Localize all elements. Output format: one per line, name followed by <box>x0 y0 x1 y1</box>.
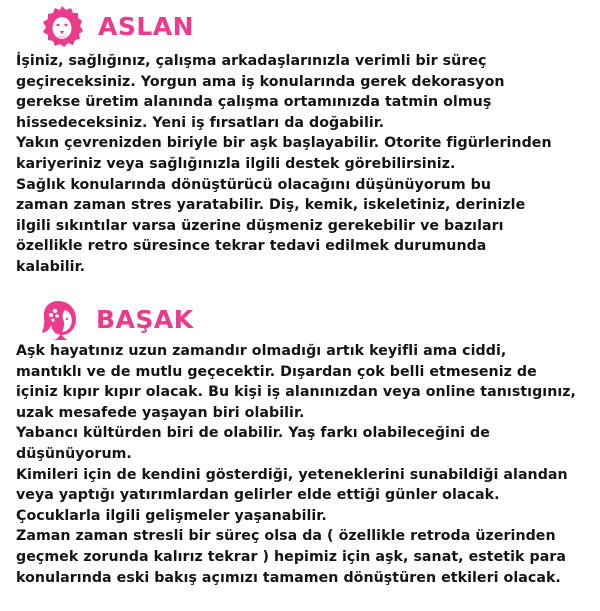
text-line: uzak mesafede yaşayan biri olabilir. <box>16 404 305 421</box>
basak-paragraph <box>16 341 592 588</box>
text-line: kalabilir. <box>16 258 86 275</box>
text-line: kariyeriniz veya sağlığınızla ilgili destek görebilirsiniz. <box>16 155 456 172</box>
text-line: İşiniz, sağlığınız, çalışma arkadaşlarınızla verimli bir süreç <box>16 53 487 69</box>
section-title-aslan: ASLAN <box>98 11 195 41</box>
text-line: Zaman zaman stresli bir süreç olsa da ( özellikle retroda üzerinden <box>16 528 556 545</box>
text-line: düşünüyorum. <box>16 445 132 462</box>
basak-header <box>38 297 194 341</box>
text-line: gerekse üretim alanında çalışma ortamınızda tatmin olmuş <box>16 94 492 111</box>
text-line: Yakın çevrenizden biriyle bir aşk başlayabilir. Otorite figürlerinden <box>16 135 552 152</box>
text-line: özellikle retro süresince tekrar tedavi edilmek durumunda <box>16 238 487 255</box>
section-title-basak: BAŞAK <box>96 304 194 334</box>
lion-head-icon <box>40 4 84 48</box>
virgo-maiden-icon <box>38 297 82 341</box>
text-line: ilgili sıkıntılar varsa üzerine düşmeniz gerekebilir ve bazıları <box>16 217 504 234</box>
text-line: Kimileri için de kendini gösterdiği, yeteneklerini sunabildiği alandan <box>16 466 568 483</box>
aslan-paragraph <box>16 51 592 278</box>
aslan-header <box>40 4 194 48</box>
text-line: Yabancı kültürden biri de olabilir. Yaş farkı olabileceğini de <box>16 425 490 442</box>
text-line: konularında eski bakış açımızı tamamen dönüştüren etkileri olacak. <box>16 569 561 586</box>
text-line: Sağlık konularında dönüştürücü olacağını düşünüyorum bu <box>16 176 492 193</box>
text-line: hissedeceksiniz. Yeni iş fırsatları da doğabilir. <box>16 114 385 131</box>
text-line: mantıklı ve de mutlu geçecektir. Dışardan çok belli etmeseniz de <box>16 363 537 380</box>
text-line: içiniz kıpır kıpır olacak. Bu kişi iş alanınızdan veya online tanıstıgınız, <box>16 384 576 401</box>
text-line: Aşk hayatınız uzun zamandır olmadığı artık keyifli ama ciddi, <box>16 343 507 359</box>
text-line: veya yaptığı yatırımlardan gelirler elde ettiği günler olacak. <box>16 487 500 504</box>
text-line: zaman zaman stres yaratabilir. Diş, kemik, iskeletiniz, derinizle <box>16 197 526 214</box>
text-line: Çocuklarla ilgili gelişmeler yaşanabilir. <box>16 507 327 524</box>
text-line: geçmek zorunda kalırız tekrar ) hepimiz için aşk, sanat, estetik para <box>16 548 566 565</box>
text-line: geçireceksiniz. Yorgun ama iş konularında gerek dekorasyon <box>16 73 505 90</box>
